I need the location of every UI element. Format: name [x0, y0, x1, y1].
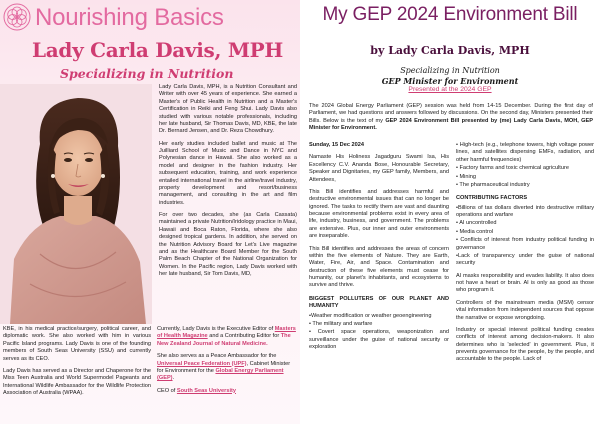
portrait-illustration: [0, 84, 152, 324]
article-paragraph: Namaste His Holiness Jagadguru Swami Isa, His Excellency C.V. Ananda Bose, Honourable Secretary, Speaker and Dignitaries, my GEP family, Members, and Attendees,: [309, 154, 449, 183]
editor-paragraph: [157, 326, 297, 348]
presented-at-link[interactable]: Presented at the 2024 GEP: [408, 86, 492, 93]
bio-bottom-left: [3, 326, 151, 402]
gep-link[interactable]: Global Energy Parliament (GEP): [157, 367, 284, 382]
article-paragraph: This Bill identifies and addresses the areas of concern within the five elements of Nature. They are Earth, Water, Fire, Air, and Space. Contamination and destruction of these five elements must cease for humanity, our planet's inhabitants, and ecosystems to survive and thrive.: [309, 245, 449, 289]
list-item: • Factory farms and toxic chemical agriculture: [456, 165, 569, 172]
byline: by Lady Carla Davis, MPH: [370, 44, 530, 57]
upf-link[interactable]: Universal Peace Federation (UPF): [157, 360, 247, 367]
ceo-text: CEO of: [157, 387, 177, 394]
list-item: •Weather modification or weather geoengineering: [309, 312, 432, 319]
ambassador-paragraph: [157, 353, 297, 383]
article-paragraph: Controllers of the mainstream media (MSM) censor vital information from independent sources that oppose the narrative or expose wrongdoing.: [456, 299, 594, 321]
date-line: Sunday, 15 Dec 2024: [309, 142, 364, 148]
right-page: [300, 0, 600, 424]
author-portrait: [0, 84, 152, 324]
editor-text: Currently, Lady Davis is the Executive Editor of: [157, 326, 275, 332]
specialty-tagline: Specializing in Nutrition: [60, 66, 234, 81]
ambassador-text: .: [172, 375, 175, 382]
bio-bottom-right: [157, 326, 297, 400]
article-column-left: [309, 142, 449, 356]
bio-paragraph: Lady Carla Davis, MPH, is a Nutrition Consultant and Writer with over 45 years of experience. She earned a Master's of Public Health in Nutrition and a Master's Certification in Reiki and Feng Shui. Lady Davis also studied with various notable professionals, including her late husband, Sir Thomas Davis, MD, KBE, the late Dr. Bernard Jensen, and Dr. Reza Chowdhury.: [159, 84, 297, 135]
polluters-list: [309, 313, 449, 352]
article-column-right: [456, 142, 594, 369]
article-paragraph: This Bill identifies and addresses harmful and destructive environmental issues that can no longer be ignored. The tasks to rectify them are vast and daunting because environmental problems exist in every area of life, industry, business, and government. The problems are extensive. Plus, our inner and outer environments are inseparable.: [309, 188, 449, 240]
list-item: • Mining: [456, 173, 476, 180]
bio-paragraph: KBE, in his medical practice/surgery, political career, and diplomatic work. She also worked with him in various Pacific Island programs. Lady Davis is one of the founding members of South Seas University (SSU) and currently serves as its CEO.: [3, 326, 151, 362]
list-item: • AI uncontrolled: [456, 220, 497, 227]
polluters-heading: BIGGEST POLLUTERS OF OUR PLANET AND HUMANITY: [309, 295, 449, 310]
subtitle-specialty: Specializing in Nutrition: [400, 66, 500, 75]
subtitle-minister: GEP Minister for Environment: [381, 76, 519, 86]
bio-column: [159, 84, 297, 283]
list-item: •Billions of tax dollars diverted into destructive military operations and warfare: [456, 204, 594, 218]
list-item: • Covert space operations, weaponization and surveillance under the guise of national security or exploration: [309, 329, 449, 350]
list-item: • High-tech (e.g., telephone towers, high voltage power lines, and satellites dispersing EMFs, radiation, and other harmful frequencies): [456, 142, 594, 163]
article-title: My GEP 2024 Environment Bill: [322, 4, 578, 25]
bio-paragraph: Lady Davis has served as a Director and Chaperone for the Miss Teen Australia and World Supermodel Pageants and International Wildlife Ambassador for the Wildlife Protection Association of Australia (WPAA).: [3, 367, 151, 396]
bio-paragraph: For over two decades, she (as Carla Cassata) maintained a private Nutrition/Iridology practice in Maui, Hawaii and Boca Raton, Florida, where she also designed tropical gardens. In addition, she served on the Nutrition Advisory Board for Let's Live magazine and as the Healthcare Board Member for the South Palm Beach Chapter of the National Organization for Women. In the Pacific region, Lady Davis worked with her late husband, Sir Tom Davis, MD,: [159, 212, 297, 277]
ceo-paragraph: [157, 388, 297, 395]
masters-of-health-link[interactable]: Masters of Health Magazine: [157, 326, 296, 340]
contributing-factors-heading: CONTRIBUTING FACTORS: [456, 195, 528, 202]
lotus-logo-icon: [3, 3, 31, 31]
contributing-factors-list: [456, 205, 594, 268]
editor-text: and a Contributing Editor for: [207, 333, 281, 340]
intro-paragraph: [309, 103, 593, 133]
list-item: • The pharmaceutical industry: [456, 181, 530, 188]
polluters-list-continued: [456, 142, 594, 189]
ambassador-text: , Cabinet Minister for Environment for the: [157, 360, 291, 374]
list-item: •Lack of transparency under the guise of national security: [456, 252, 594, 267]
ambassador-text: She also serves as a Peace Ambassador for the: [157, 353, 277, 360]
article-paragraph: Industry or special interest political funding creates conflicts of interest among decision-makers. It also determines who is 'selected' in government. Plus, it prevents governance for the people, by the people, and accountable to the people. Lack of: [456, 326, 594, 363]
nz-journal-link[interactable]: The New Zealand Journal of Natural Medicine.: [157, 333, 291, 347]
brand-title: Nourishing Basics: [35, 4, 224, 31]
ssu-link[interactable]: South Seas University: [176, 387, 236, 394]
bio-paragraph: Her early studies included ballet and music at The Juilliard School of Music and Dance in NYC and Polynesian dance in Hawaii. She also worked as a model and designer in the fashion industry. Her subsequent education, training, and work experience entailed international travel in the airline/travel industry, property development and resort/business management, and consulting in the art and film industries.: [159, 140, 297, 206]
list-item: • Conflicts of interest from industry political funding in governance: [456, 237, 594, 251]
intro-bold-text: GEP 2024 Environment Bill presented by (me) Lady Carla Davis, MOH, GEP Minister for Environment.: [309, 117, 593, 132]
list-item: • The military and warfare: [309, 320, 373, 327]
article-paragraph: AI masks responsibility and evades liability. It also does not have a heart or brain. AI is only as good as those who program it.: [456, 272, 594, 294]
list-item: • Media control: [456, 228, 494, 235]
author-name: Lady Carla Davis, MPH: [32, 38, 284, 62]
intro-text: The 2024 Global Energy Parliament (GEP) session was held from 14-15 December. During the first day of Parliament, we had questions and answers followed by discussions. On the second day, Ministers presented their Bills. Below is the text of my: [309, 103, 593, 124]
